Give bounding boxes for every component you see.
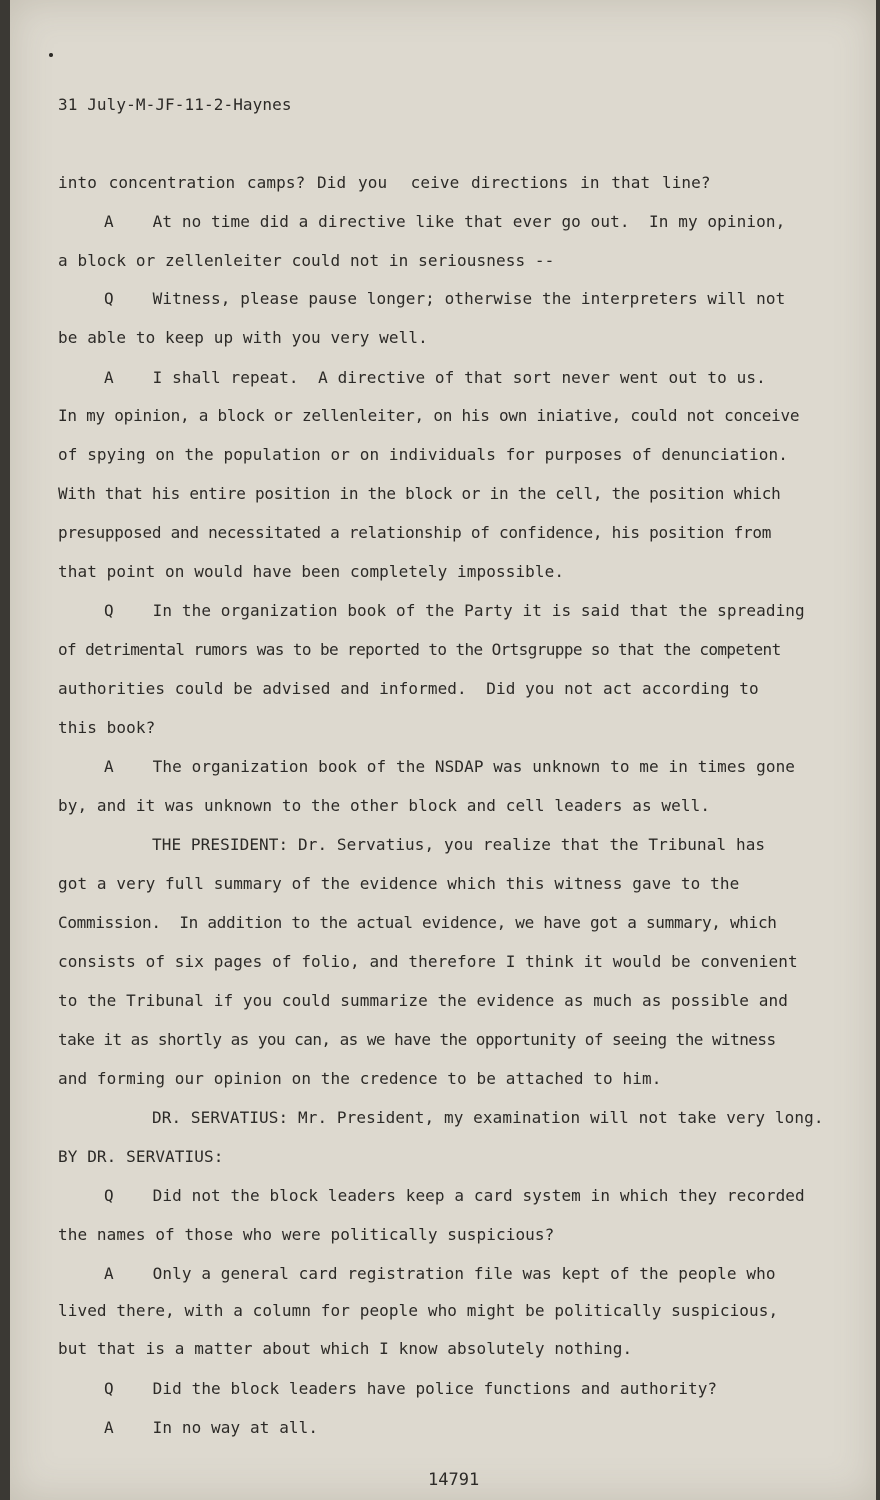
body-line: A The organization book of the NSDAP was unknown to me in times gone [104, 757, 796, 776]
body-line: A In no way at all. [104, 1418, 319, 1437]
body-line: of spying on the population or on individuals for purposes of denunciation. [58, 445, 788, 464]
punch-mark [49, 53, 53, 57]
body-line: and forming our opinion on the credence to be attached to him. [58, 1069, 662, 1088]
body-line: a block or zellenleiter could not in seriousness -- [58, 251, 555, 270]
body-line: With that his entire position in the block or in the cell, the position which [58, 484, 781, 503]
body-line: Q Did not the block leaders keep a card system in which they recorded [104, 1186, 805, 1205]
body-line: that point on would have been completely impossible. [58, 562, 565, 581]
body-line: DR. SERVATIUS: Mr. President, my examination will not take very long. [152, 1108, 824, 1127]
body-line: In my opinion, a block or zellenleiter, on his own iniative, could not conceive [58, 406, 800, 425]
body-line: consists of six pages of folio, and therefore I think it would be convenient [58, 952, 798, 971]
body-line: the names of those who were politically suspicious? [58, 1225, 555, 1244]
body-line: to the Tribunal if you could summarize the evidence as much as possible and [58, 991, 788, 1010]
body-line: THE PRESIDENT: Dr. Servatius, you realize that the Tribunal has [152, 835, 766, 854]
body-line: A Only a general card registration file was kept of the people who [104, 1264, 776, 1283]
body-line: this book? [58, 718, 156, 737]
document-page [10, 0, 876, 1500]
body-line: Q In the organization book of the Party it is said that the spreading [104, 601, 805, 620]
body-line: of detrimental rumors was to be reported to the Ortsgruppe so that the competent [58, 640, 781, 659]
body-line: A I shall repeat. A directive of that sort never went out to us. [104, 368, 766, 387]
body-line: be able to keep up with you very well. [58, 328, 428, 347]
body-line: presupposed and necessitated a relationship of confidence, his position from [58, 523, 772, 542]
body-line: authorities could be advised and informed. Did you not act according to [58, 679, 759, 698]
body-line: got a very full summary of the evidence which this witness gave to the [58, 874, 740, 893]
page-number: 14791 [428, 1470, 480, 1490]
body-line: lived there, with a column for people who might be politically suspicious, [58, 1301, 779, 1320]
body-line: take it as shortly as you can, as we have the opportunity of seeing the witness [58, 1030, 776, 1049]
body-line: BY DR. SERVATIUS: [58, 1147, 224, 1166]
body-line: Q Did the block leaders have police functions and authority? [104, 1379, 718, 1398]
body-line: Commission. In addition to the actual evidence, we have got a summary, which [58, 913, 777, 932]
body-line: Q Witness, please pause longer; otherwise the interpreters will not [104, 289, 786, 308]
body-line: into concentration camps? Did you ceive directions in that line? [58, 173, 711, 192]
body-line: A At no time did a directive like that ever go out. In my opinion, [104, 212, 786, 231]
body-line: by, and it was unknown to the other block and cell leaders as well. [58, 796, 711, 815]
body-line: but that is a matter about which I know absolutely nothing. [58, 1339, 633, 1358]
header-slug: 31 July-M-JF-11-2-Haynes [58, 95, 292, 114]
